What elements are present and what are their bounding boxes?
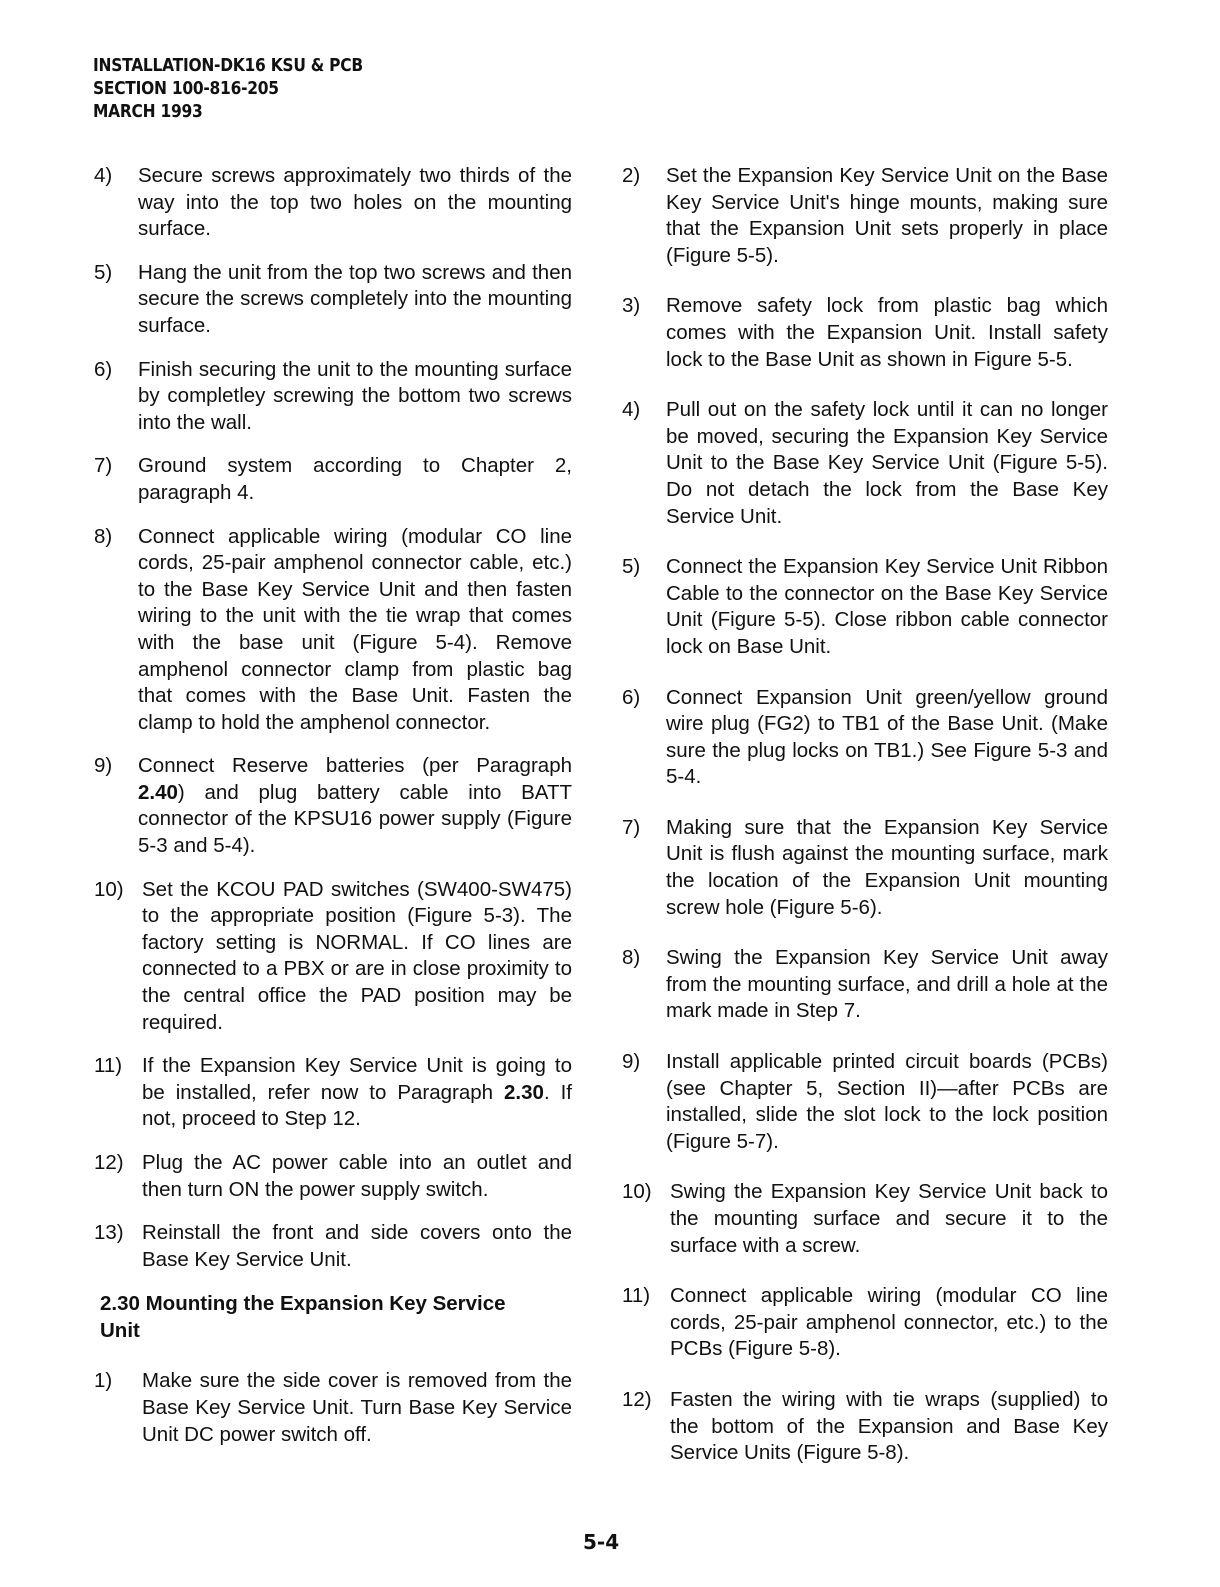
step-number: 6) bbox=[622, 685, 641, 709]
step-number: 10) bbox=[94, 877, 124, 901]
step-text: Install applicable printed circuit boards (PCBs) (see Chapter 5, Section II)—after PCBs are installed, slide the slot lock to the lock position (Figure 5-7). bbox=[666, 1050, 1108, 1153]
step-text: Hang the unit from the top two screws and then secure the screws completely into the mounting surface. bbox=[138, 260, 572, 337]
section-heading: 2.30 Mounting the Expansion Key Service Unit bbox=[100, 1292, 506, 1343]
right-column bbox=[622, 163, 1108, 1491]
list-item bbox=[622, 945, 1108, 1025]
step-text: Connect the Expansion Key Service Unit Ribbon Cable to the connector on the Base Key Service Unit (Figure 5-5). Close ribbon cable connector lock on Base Unit. bbox=[666, 555, 1108, 658]
list-item bbox=[94, 357, 572, 437]
step-text bbox=[138, 753, 572, 859]
step-number: 2) bbox=[622, 164, 641, 187]
step-text: Secure screws approximately two thirds of the way into the top two holes on the mounting surface. bbox=[138, 164, 572, 241]
step-number: 9) bbox=[94, 754, 113, 778]
list-item bbox=[622, 293, 1108, 373]
step-number: 6) bbox=[94, 357, 113, 381]
list-item bbox=[94, 1220, 572, 1273]
step-number: 5) bbox=[622, 555, 641, 579]
step-text: Set the Expansion Key Service Unit on the Base Key Service Unit's hinge mounts, making sure that the Expansion Unit sets properly in place (Figure 5-5). bbox=[666, 164, 1108, 267]
step-text-part: Connect Reserve batteries (per Paragraph bbox=[138, 754, 572, 778]
step-text: Ground system according to Chapter 2, paragraph 4. bbox=[138, 454, 572, 504]
list-item bbox=[94, 453, 572, 506]
step-number: 7) bbox=[94, 454, 113, 478]
step-text: Connect applicable wiring (modular CO line cords, 25-pair amphenol connector cable, etc.) to the Base Key Service Unit and then fasten wiring to the unit with the tie wrap that comes with the base unit (Figure 5-4). Remove amphenol connector clamp from plastic bag that comes with the Base Unit. Fasten the clamp to hold the amphenol connector. bbox=[138, 524, 572, 734]
step-number: 8) bbox=[622, 946, 641, 970]
list-item bbox=[622, 1387, 1108, 1467]
step-text-part: If the Expansion Key Service Unit is going to be installed, refer now to Paragraph bbox=[142, 1054, 572, 1104]
step-number: 11) bbox=[622, 1284, 651, 1308]
step-text: Reinstall the front and side covers onto the Base Key Service Unit. bbox=[142, 1221, 572, 1271]
step-text: Connect Expansion Unit green/yellow ground wire plug (FG2) to TB1 of the Base Unit. (Make sure the plug locks on TB1.) See Figure 5-3 and 5-4. bbox=[666, 685, 1108, 789]
step-text: Swing the Expansion Key Service Unit back to the mounting surface and secure it to the surface with a screw. bbox=[670, 1180, 1108, 1257]
step-text-part: ) and plug battery cable into BATT connector of the KPSU16 power supply (Figure 5-3 and 5-4). bbox=[138, 780, 572, 858]
step-number: 12) bbox=[94, 1151, 124, 1174]
page-number: 5-4 bbox=[583, 1530, 620, 1554]
step-number: 1) bbox=[94, 1369, 113, 1393]
page-header bbox=[93, 54, 363, 123]
step-text: Remove safety lock from plastic bag which comes with the Expansion Unit. Install safety lock to the Base Unit as shown in Figure 5-5. bbox=[666, 294, 1108, 371]
list-item bbox=[622, 163, 1108, 269]
step-text: Swing the Expansion Key Service Unit away from the mounting surface, and drill a hole at the mark made in Step 7. bbox=[666, 946, 1108, 1023]
step-number: 4) bbox=[94, 164, 113, 187]
step-number: 9) bbox=[622, 1050, 641, 1074]
step-text: Pull out on the safety lock until it can no longer be moved, securing the Expansion Key Service Unit to the Base Key Service Unit (Figure 5-5). Do not detach the lock from the Base Key Service Unit. bbox=[666, 398, 1108, 528]
list-item bbox=[94, 163, 572, 243]
list-item bbox=[94, 524, 572, 737]
step-number: 8) bbox=[94, 524, 113, 548]
step-number: 10) bbox=[622, 1180, 652, 1204]
step-number: 12) bbox=[622, 1387, 652, 1411]
step-text bbox=[142, 1053, 572, 1133]
step-number: 5) bbox=[94, 260, 113, 284]
list-item bbox=[94, 1150, 572, 1203]
step-number: 13) bbox=[94, 1221, 124, 1245]
step-text: Plug the AC power cable into an outlet and then turn ON the power supply switch. bbox=[142, 1151, 572, 1201]
list-item bbox=[94, 260, 572, 340]
step-text: Fasten the wiring with tie wraps (supplied) to the bottom of the Expansion and Base Key Service Units (Figure 5-8). bbox=[670, 1387, 1108, 1465]
list-item bbox=[622, 1179, 1108, 1259]
list-item bbox=[622, 815, 1108, 921]
header-section: SECTION 100-816-205 bbox=[93, 78, 279, 99]
left-column bbox=[94, 163, 572, 1465]
list-item bbox=[94, 753, 572, 859]
step-number: 4) bbox=[622, 398, 641, 422]
step-text-part: . If not, proceed to Step 12. bbox=[142, 1080, 572, 1131]
step-number: 3) bbox=[622, 294, 641, 318]
list-item bbox=[622, 685, 1108, 791]
step-text: Finish securing the unit to the mounting surface by completley screwing the bottom two screws into the wall. bbox=[138, 357, 572, 434]
paragraph-reference: 2.40 bbox=[138, 780, 178, 804]
step-number: 11) bbox=[94, 1054, 123, 1078]
step-text: Making sure that the Expansion Key Service Unit is flush against the mounting surface, mark the location of the Expansion Unit mounting screw hole (Figure 5-6). bbox=[666, 815, 1108, 919]
step-number: 7) bbox=[622, 815, 641, 839]
paragraph-reference: 2.30 bbox=[504, 1080, 544, 1104]
step-text: Set the KCOU PAD switches (SW400-SW475) to the appropriate position (Figure 5-3). The factory setting is NORMAL. If CO lines are connected to a PBX or are in close proximity to the central office the PAD position may be required. bbox=[142, 877, 572, 1034]
step-text: Connect applicable wiring (modular CO line cords, 25-pair amphenol connector, etc.) to the PCBs (Figure 5-8). bbox=[670, 1284, 1108, 1361]
step-text: Make sure the side cover is removed from the Base Key Service Unit. Turn Base Key Service Unit DC power switch off. bbox=[142, 1369, 572, 1446]
list-item bbox=[622, 554, 1108, 660]
header-date: MARCH 1993 bbox=[93, 101, 203, 122]
list-item bbox=[622, 1049, 1108, 1155]
list-item bbox=[94, 877, 572, 1037]
list-item bbox=[622, 1283, 1108, 1363]
list-item bbox=[94, 1368, 572, 1448]
header-title: INSTALLATION-DK16 KSU & PCB bbox=[93, 55, 363, 76]
list-item bbox=[94, 1053, 572, 1133]
list-item bbox=[622, 397, 1108, 530]
